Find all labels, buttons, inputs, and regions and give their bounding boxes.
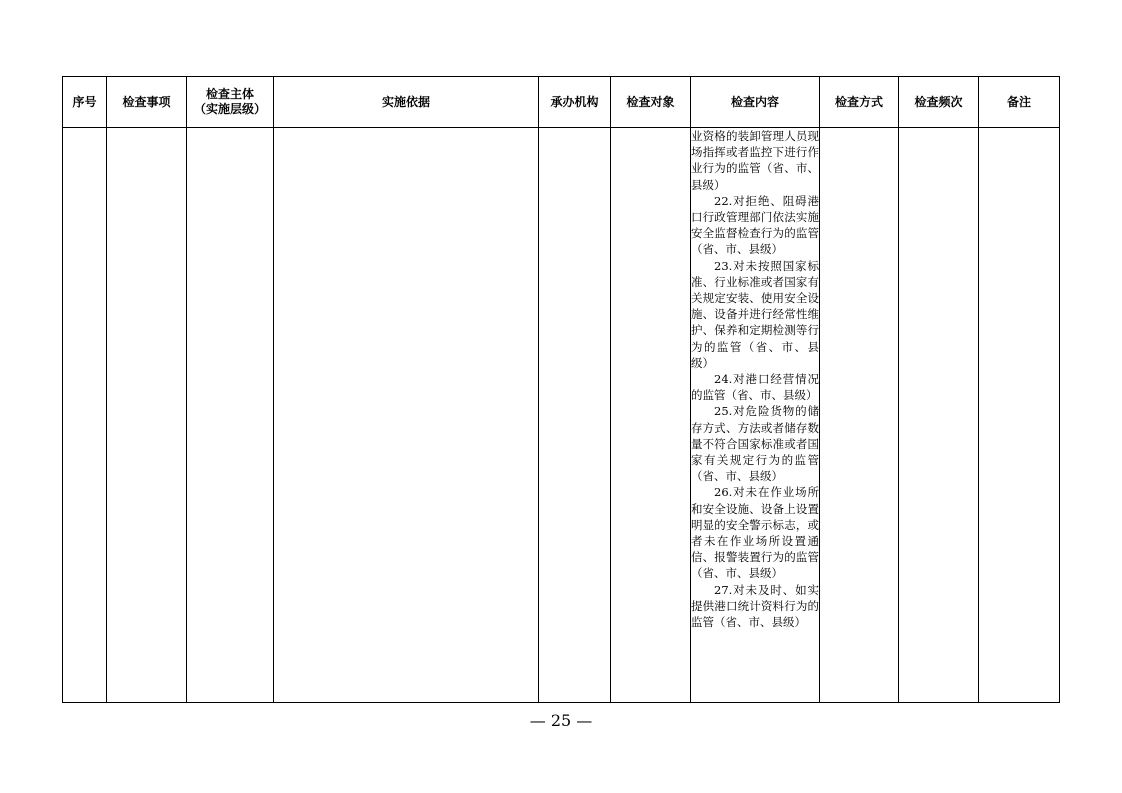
cell-inspection-frequency: [899, 128, 979, 703]
table-header-row: [63, 77, 1060, 128]
cell-handling-agency: [539, 128, 611, 703]
content-item: 25.对危险货物的储存方式、方法或者储存数量不符合国家标准或者国家有关规定行为的监管（省、市、县级）: [691, 404, 819, 484]
cell-serial-number: [63, 128, 107, 703]
header-inspection-item: 检查事项: [107, 77, 187, 128]
content-item: 26.对未在作业场所和安全设施、设备上设置明显的安全警示标志，或者未在作业场所设置通信、报警装置行为的监管（省、市、县级）: [691, 485, 819, 581]
content-item: 27.对未及时、如实提供港口统计资料行为的监管（省、市、县级）: [691, 582, 819, 630]
inspection-table: [62, 76, 1060, 703]
content-item: 24.对港口经营情况的监管（省、市、县级）: [691, 372, 819, 403]
inspection-table-wrapper: [62, 76, 1059, 703]
header-serial-number: 序号: [63, 77, 107, 128]
header-inspection-method: 检查方式: [820, 77, 899, 128]
header-inspection-frequency: 检查频次: [899, 77, 979, 128]
header-handling-agency: 承办机构: [539, 77, 611, 128]
cell-inspection-item: [107, 128, 187, 703]
header-legal-basis: 实施依据: [274, 77, 539, 128]
content-item: 22.对拒绝、阻碍港口行政管理部门依法实施安全监督检查行为的监管（省、市、县级）: [691, 193, 819, 257]
cell-inspection-method: [820, 128, 899, 703]
cell-inspection-content: [691, 128, 820, 703]
page-number: — 25 —: [529, 711, 593, 730]
header-inspection-subject: 检查主体 （实施层级）: [187, 77, 274, 128]
content-item: 业资格的装卸管理人员现场指挥或者监控下进行作业行为的监管（省、市、县级）: [691, 129, 819, 192]
table-row: [63, 128, 1060, 703]
header-remarks: 备注: [979, 77, 1060, 128]
header-inspection-target: 检查对象: [611, 77, 691, 128]
cell-legal-basis: [274, 128, 539, 703]
cell-remarks: [979, 128, 1060, 703]
cell-inspection-subject: [187, 128, 274, 703]
header-inspection-content: 检查内容: [691, 77, 820, 128]
content-item: 23.对未按照国家标准、行业标准或者国家有关规定安装、使用安全设施、设备并进行经常性维护、保养和定期检测等行为的监管（省、市、县级）: [691, 258, 819, 370]
cell-inspection-target: [611, 128, 691, 703]
